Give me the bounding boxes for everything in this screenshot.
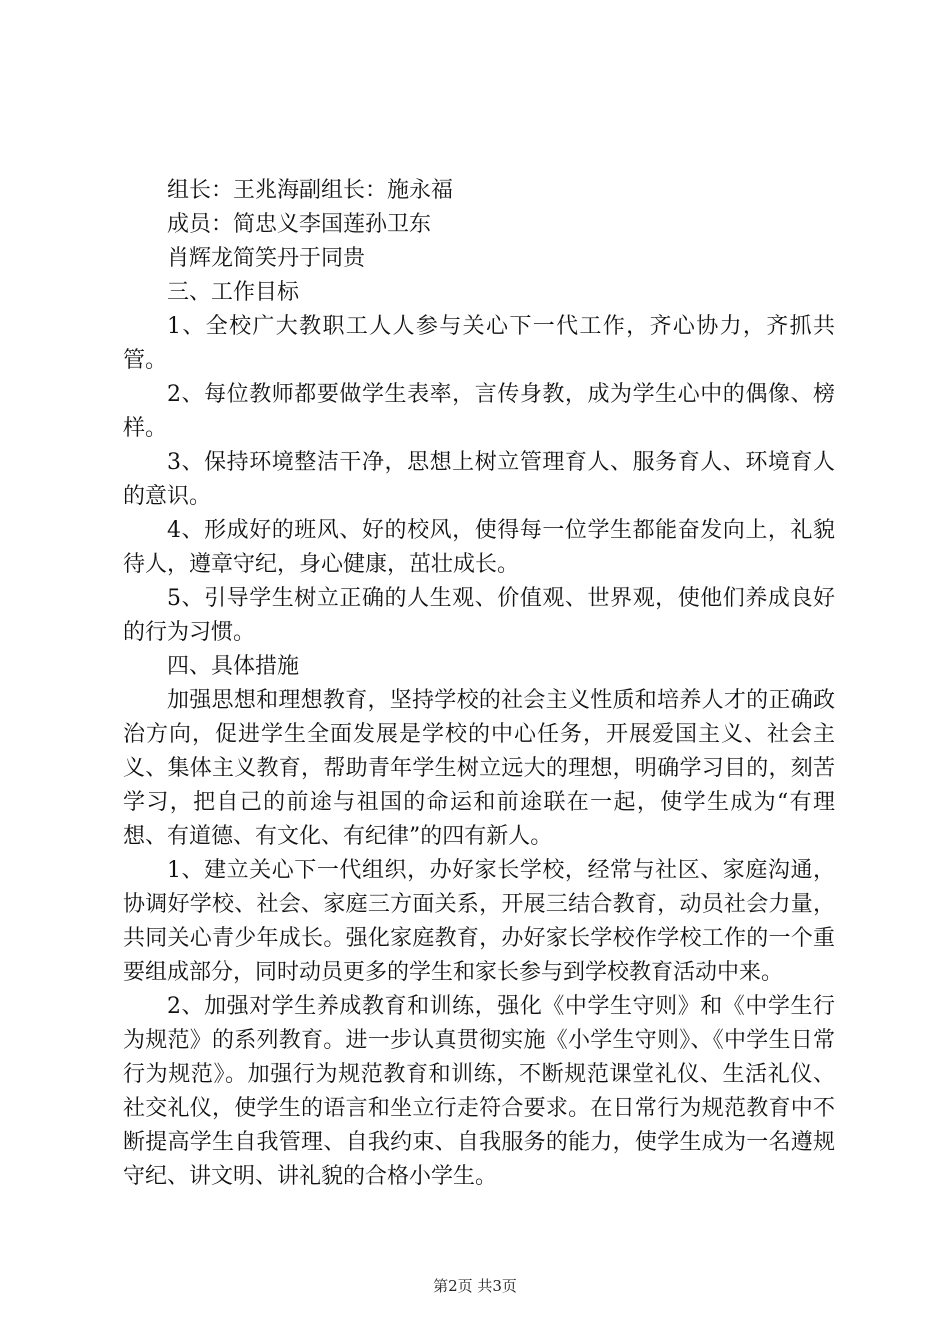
page-footer: 第2页 共3页 xyxy=(433,1277,517,1295)
measure-paragraph-2: 2、加强对学生养成教育和训练，强化《中学生守则》和《中学生行为规范》的系列教育。进一步认真贯彻实施《小学生守则》、《中学生日常行为规范》。加强行为规范教育和训练，不断规范课堂礼仪、生活礼仪、社交礼仪，使学生的语言和坐立行走符合要求。在日常行为规范教育中不断提高学生自我管理、自我约束、自我服务的能力，使学生成为一名遵规守纪、讲文明、讲礼貌的合格小学生。 xyxy=(123,994,835,1189)
goal-paragraph-4: 4、形成好的班风、好的校风，使得每一位学生都能奋发向上，礼貌待人，遵章守纪，身心健康，茁壮成长。 xyxy=(123,518,835,577)
measure-paragraph-1: 1、建立关心下一代组织，办好家长学校，经常与社区、家庭沟通，协调好学校、社会、家庭三方面关系，开展三结合教育，动员社会力量，共同关心青少年成长。强化家庭教育，办好家长学校作学校工作的一个重要组成部分，同时动员更多的学生和家长参与到学校教育活动中来。 xyxy=(123,858,835,985)
group-leader-line: 组长：王兆海副组长：施永福 xyxy=(167,178,454,203)
goal-paragraph-1: 1、全校广大教职工人人参与关心下一代工作，齐心协力，齐抓共管。 xyxy=(123,314,835,373)
goal-paragraph-2: 2、每位教师都要做学生表率，言传身教，成为学生心中的偶像、榜样。 xyxy=(123,382,835,441)
goal-paragraph-3: 3、保持环境整洁干净，思想上树立管理育人、服务育人、环境育人的意识。 xyxy=(123,450,835,509)
document-body xyxy=(123,174,835,1194)
members-continued-line: 肖辉龙简笑丹于同贵 xyxy=(167,246,366,271)
section-heading-measures: 四、具体措施 xyxy=(167,654,300,679)
measures-intro-paragraph: 加强思想和理想教育，坚持学校的社会主义性质和培养人才的正确政治方向，促进学生全面发展是学校的中心任务，开展爱国主义、社会主义、集体主义教育，帮助青年学生树立远大的理想，明确学习目的，刻苦学习，把自己的前途与祖国的命运和前途联在一起，使学生成为“有理想、有道德、有文化、有纪律”的四有新人。 xyxy=(123,688,835,849)
members-line: 成员：简忠义李国莲孙卫东 xyxy=(167,212,432,237)
section-heading-goals: 三、工作目标 xyxy=(167,280,300,305)
goal-paragraph-5: 5、引导学生树立正确的人生观、价值观、世界观，使他们养成良好的行为习惯。 xyxy=(123,586,835,645)
